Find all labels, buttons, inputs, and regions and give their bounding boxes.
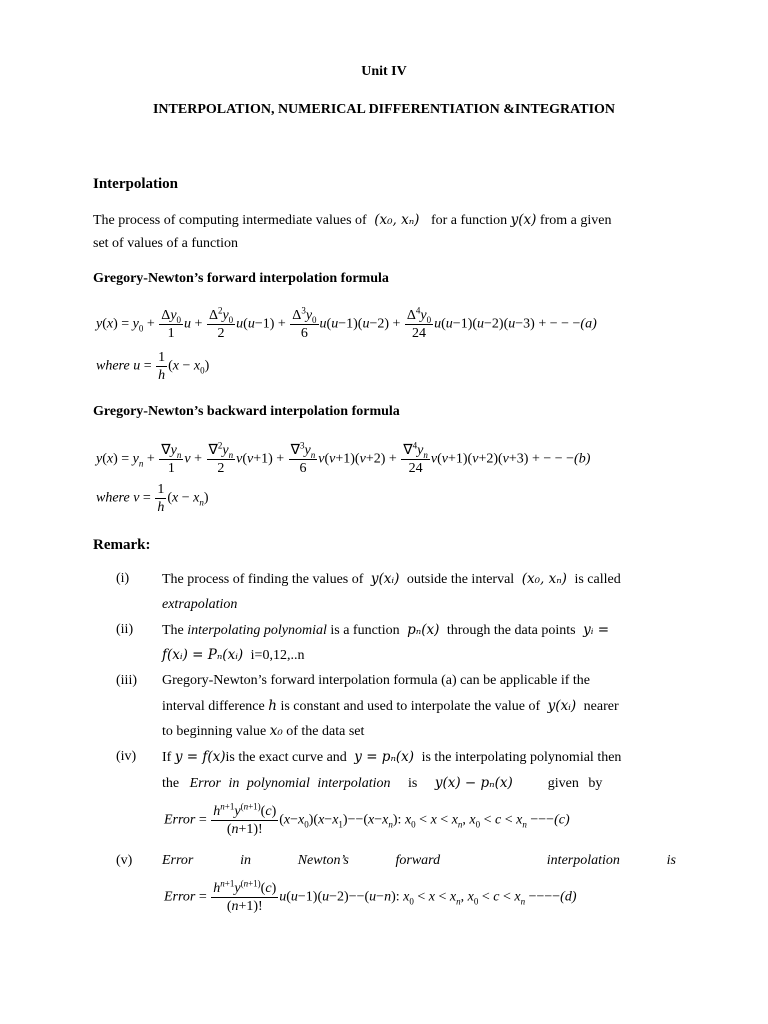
remark-text: to beginning value [162, 724, 267, 739]
remark-text: the [162, 776, 180, 791]
remark-text: The process of finding the values of [162, 572, 364, 587]
remark-word: Error [162, 853, 194, 868]
remark-number: (v) [116, 853, 133, 868]
remark-2-line-1 [162, 622, 609, 639]
remark-italic: Error in polynomial interpolation [189, 776, 391, 791]
intro-line-2: set of values of a function [93, 236, 239, 251]
remark-number: (iv) [116, 749, 137, 764]
backward-heading: Gregory-Newton’s backward interpolation formula [93, 404, 400, 419]
backward-eq-label: (b) [574, 451, 591, 467]
remark-text: nearer [583, 699, 619, 714]
section-heading: Interpolation [93, 176, 179, 192]
remark-word: interpolation [546, 853, 620, 868]
eq-label-c: (c) [554, 812, 570, 828]
remark-2-line-2 [162, 647, 304, 664]
remark-heading: Remark: [93, 537, 151, 553]
forward-eq-label: (a) [580, 316, 597, 332]
remark-text: interval difference [162, 699, 265, 714]
intro-func: y(x) [510, 212, 537, 228]
remark-3-line-2 [162, 698, 619, 715]
remark-math: (x₀, xₙ) [521, 571, 567, 587]
forward-where: where u = $\frac{1}{h}$ $(x - x_0)$ [96, 350, 210, 383]
remark-math: yᵢ = [583, 622, 610, 638]
remark-number: (i) [116, 571, 130, 586]
forward-formula: $y(x) = y_0$ + $\frac{\Delta y_0}{1}$ u + $\frac{\Delta^2y_0}{2}$ u(u−1) + $\frac{\Delta^3y_0}{6}$ u(u−1)(u−2) + $\frac{\Delta^4y_0}{24}$ u(u−1)(u−2)(u−3) + − − −(a) [96, 305, 597, 341]
remark-number: (iii) [116, 673, 137, 688]
intro-text: for a function [430, 213, 508, 228]
remark-math: y(xᵢ) [547, 698, 577, 714]
remark-4-line-1 [162, 749, 621, 766]
remark-5-line-1 [162, 853, 676, 869]
error-formula-d: Error = $\frac{h^{n+1}y^{(n+1)}(c)}{(n+1)!}$ u(u−1)(u−2)−−(u−n): $x_0 < x < x_n$, $x_0 < c < x_n ----(d)$ [164, 878, 577, 914]
remark-text: is called [574, 572, 621, 587]
remark-word: Newton’s [297, 853, 349, 868]
remark-number: (ii) [116, 622, 134, 637]
remark-text: is the exact curve and [225, 750, 347, 765]
remark-3-line-3 [162, 723, 364, 740]
remark-math: y(x) − pₙ(x) [434, 775, 513, 791]
where-label: where [96, 358, 130, 374]
remark-text: If [162, 750, 172, 765]
remark-italic: interpolating polynomial [187, 623, 327, 638]
intro-line-1 [93, 212, 611, 229]
remark-math: y = f(x) [174, 749, 226, 765]
remark-text: The [162, 623, 184, 638]
eq-label-d: (d) [560, 889, 577, 905]
where-label: where [96, 490, 130, 506]
remark-text: is [407, 776, 418, 791]
remark-text: i=0,12,..n [250, 648, 305, 663]
remark-math: y(xᵢ) [370, 571, 400, 587]
backward-where: where v = $\frac{1}{h}$ $(x - x_n)$ [96, 482, 209, 515]
remark-text: is the interpolating polynomial then [421, 750, 622, 765]
remark-text: given by [547, 776, 603, 791]
forward-heading: Gregory-Newton’s forward interpolation formula [93, 271, 389, 286]
main-title: INTERPOLATION, NUMERICAL DIFFERENTIATION &INTEGRATION [152, 102, 616, 117]
intro-text: The process of computing intermediate values of [93, 213, 367, 228]
remark-math: h [268, 698, 277, 714]
remark-text: is constant and used to interpolate the value of [280, 699, 541, 714]
unit-title: Unit IV [361, 64, 407, 79]
remark-1-line-1 [162, 571, 621, 588]
remark-3-line-1: Gregory-Newton’s forward interpolation formula (a) can be applicable if the [162, 673, 590, 688]
intro-text: from a given [539, 213, 612, 228]
backward-formula: $y(x) = y_n$ + $\frac{\nabla y_n}{1}$ v + $\frac{\nabla^2y_n}{2}$ v(v+1) + $\frac{\nabla^3y_n}{6}$ v(v+1)(v+2) + $\frac{\nabla^4y_n}{24}$ v(v+1)(v+2)(v+3) + − − −(b) [96, 440, 591, 476]
remark-4-line-2 [162, 775, 602, 792]
remark-math: y = pₙ(x) [354, 749, 415, 765]
error-formula-c: Error = $\frac{h^{n+1}y^{(n+1)}(c)}{(n+1)!}$ $(x-x_0)(x-x_1)--(x-x_n)$: $x_0 < x < x_n$, $x_0 < c < x_n ---(c)$ [164, 801, 570, 837]
remark-word: is [666, 853, 676, 868]
remark-word: forward [395, 853, 441, 868]
remark-math: pₙ(x) [407, 622, 440, 638]
remark-text: of the data set [286, 724, 365, 739]
remark-math: x₀ [269, 723, 283, 739]
remark-text: through the data points [446, 623, 576, 638]
remark-text: outside the interval [406, 572, 515, 587]
remark-1-line-2: extrapolation [162, 597, 238, 612]
intro-interval: (x₀, xₙ) [374, 212, 420, 228]
remark-word: in [240, 853, 251, 868]
remark-math: f(xᵢ) = Pₙ(xᵢ) [162, 647, 244, 663]
remark-text: is a function [330, 623, 400, 638]
